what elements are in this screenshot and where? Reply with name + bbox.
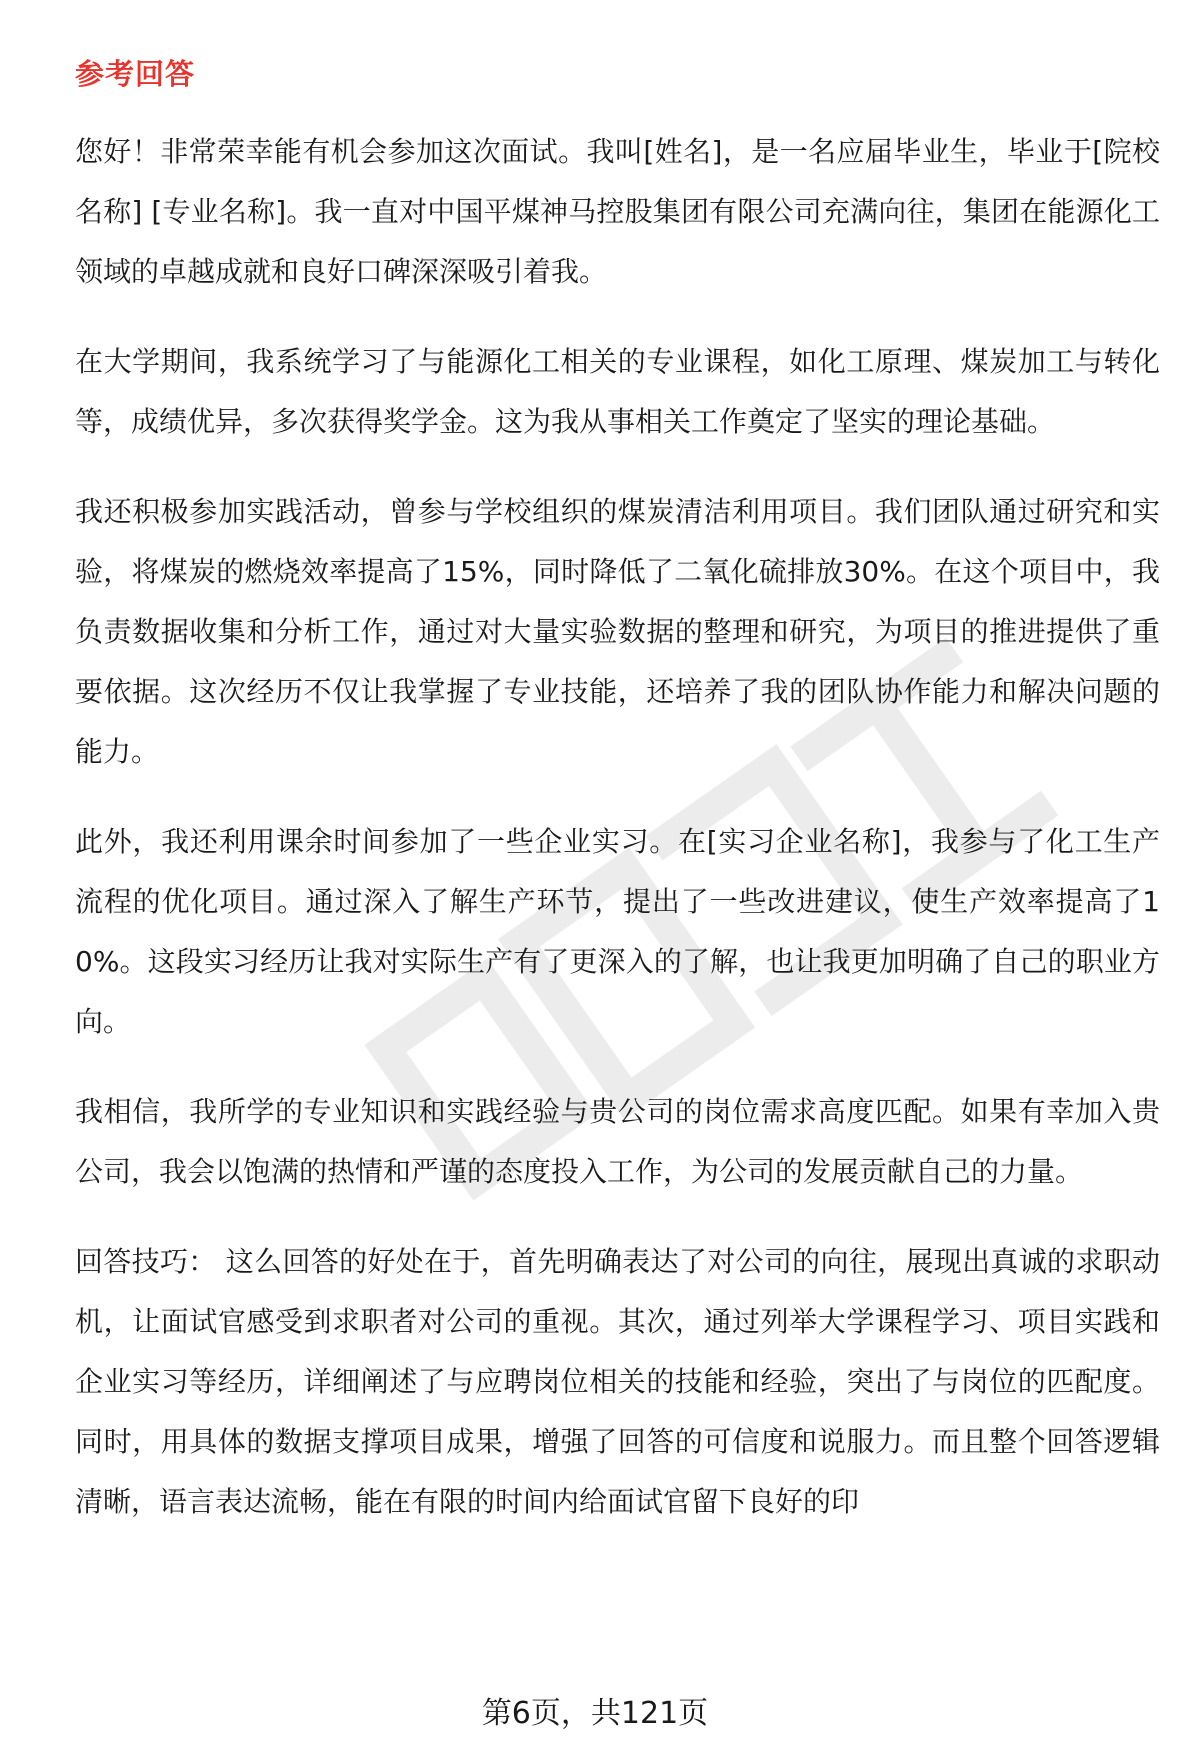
answer-body (75, 122, 1160, 1562)
paragraph-practice: 我还积极参加实践活动，曾参与学校组织的煤炭清洁利用项目。我们团队通过研究和实验，将煤炭的燃烧效率提高了15%，同时降低了二氧化硫排放30%。在这个项目中，我负责数据收集和分析工作，通过对大量实验数据的整理和研究，为项目的推进提供了重要依据。这次经历不仅让我掌握了专业技能，还培养了我的团队协作能力和解决问题的能力。 (75, 495, 1160, 768)
paragraph-education: 在大学期间，我系统学习了与能源化工相关的专业课程，如化工原理、煤炭加工与转化等，成绩优异，多次获得奖学金。这为我从事相关工作奠定了坚实的理论基础。 (75, 345, 1160, 438)
paragraph-internship: 此外，我还利用课余时间参加了一些企业实习。在[实习企业名称]，我参与了化工生产流程的优化项目。通过深入了解生产环节，提出了一些改进建议，使生产效率提高了10%。这段实习经历让我对实际生产有了更深入的了解，也让我更加明确了自己的职业方向。 (75, 825, 1160, 1038)
paragraph-introduction: 您好！非常荣幸能有机会参加这次面试。我叫[姓名]，是一名应届毕业生，毕业于[院校名称] [专业名称]。我一直对中国平煤神马控股集团有限公司充满向往，集团在能源化工领域的卓越成就和良好口碑深深吸引着我。 (75, 135, 1160, 288)
section-heading: 参考回答 (75, 57, 196, 91)
page-number: 第6页，共121页 (481, 1696, 709, 1731)
paragraph-conclusion: 我相信，我所学的专业知识和实践经验与贵公司的岗位需求高度匹配。如果有幸加入贵公司，我会以饱满的热情和严谨的态度投入工作，为公司的发展贡献自己的力量。 (75, 1095, 1160, 1188)
paragraph-answer-tips: 回答技巧： 这么回答的好处在于，首先明确表达了对公司的向往，展现出真诚的求职动机，让面试官感受到求职者对公司的重视。其次，通过列举大学课程学习、项目实践和企业实习等经历，详细阐述了与应聘岗位相关的技能和经验，突出了与岗位的匹配度。同时，用具体的数据支撑项目成果，增强了回答的可信度和说服力。而且整个回答逻辑清晰，语言表达流畅，能在有限的时间内给面试官留下良好的印 (75, 1245, 1160, 1518)
